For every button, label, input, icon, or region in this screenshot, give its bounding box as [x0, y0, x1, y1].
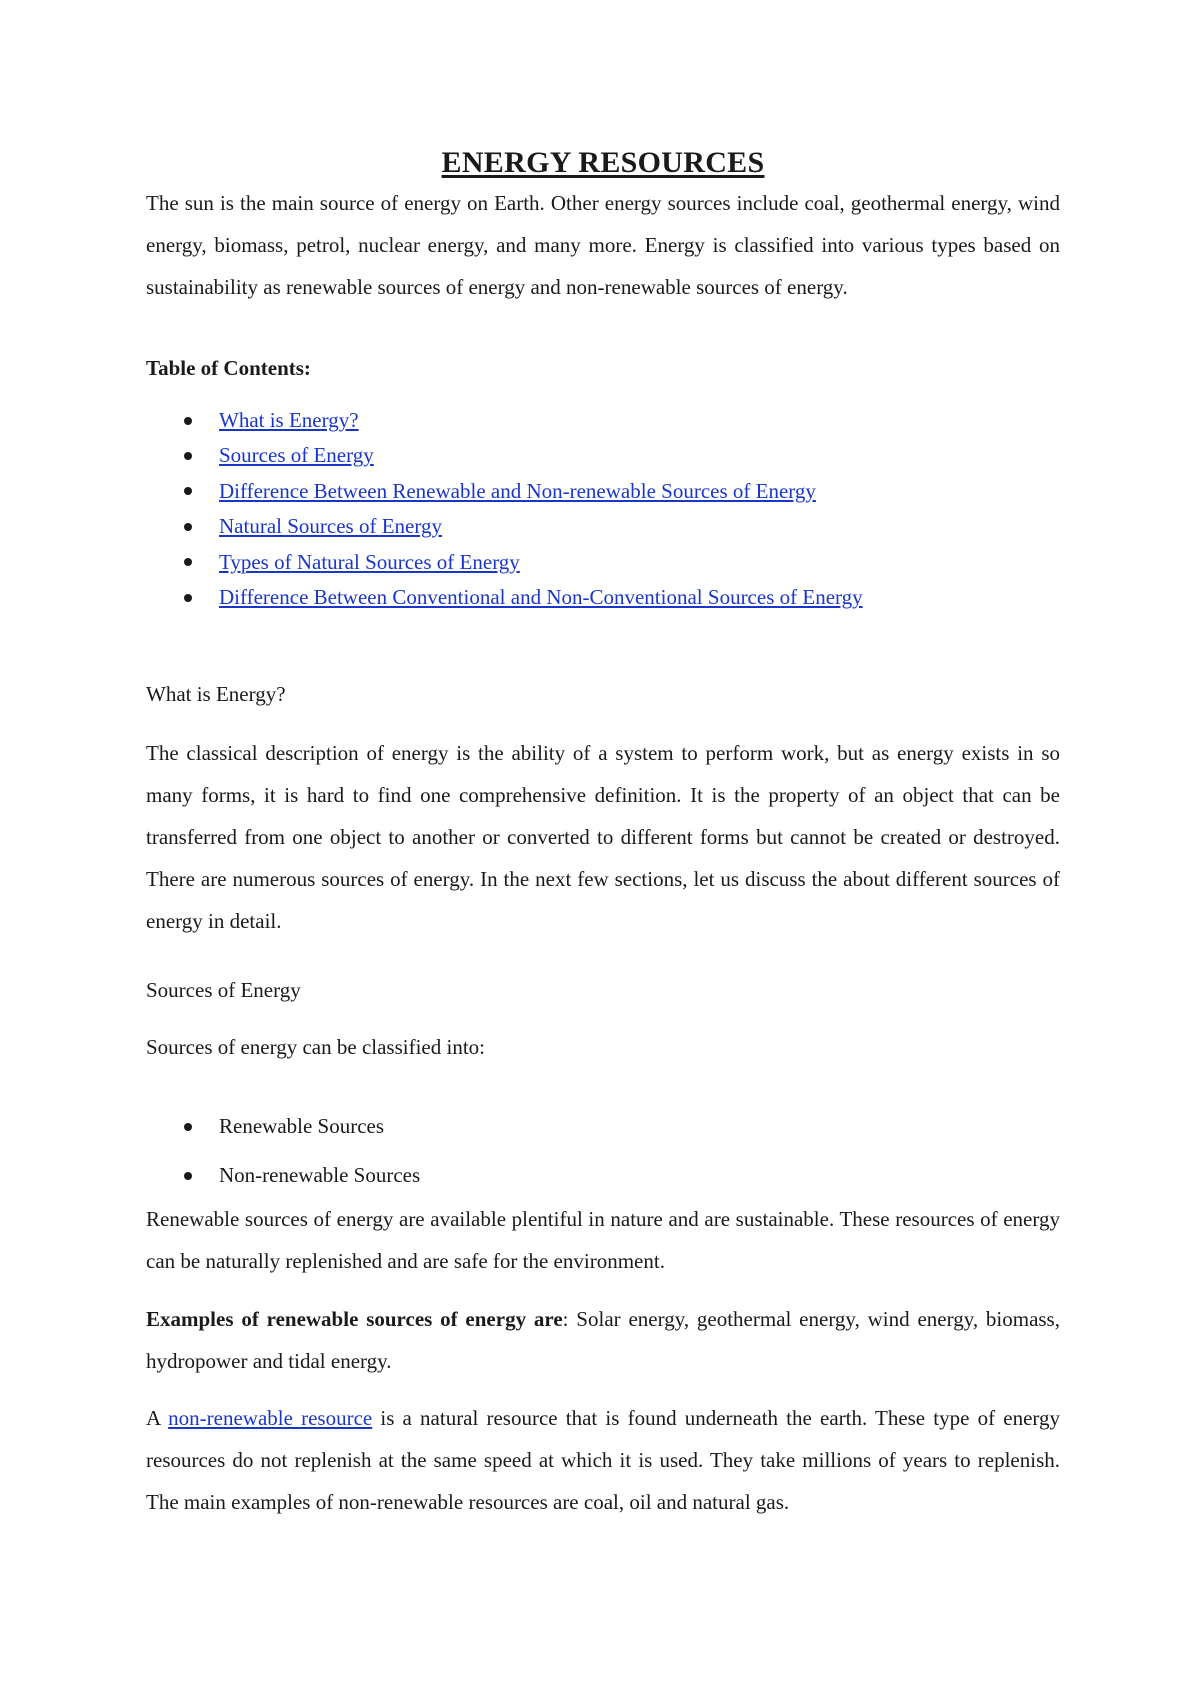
bullet-icon: [184, 417, 192, 425]
examples-paragraph: [146, 1298, 1060, 1382]
toc-link-natural-sources[interactable]: Natural Sources of Energy: [219, 514, 442, 539]
nonrenewable-resource-link[interactable]: non-renewable resource: [168, 1406, 373, 1430]
list-item-text: Renewable Sources: [219, 1114, 385, 1138]
examples-label: Examples of renewable sources of energy are: [146, 1307, 563, 1331]
nonrenewable-prefix: A: [146, 1406, 169, 1430]
nonrenewable-text: is a natural resource that is found underneath the earth. These type of energy resources do not replenish at the same speed at which it is used. They take millions of years to replenish. The main examples of non-renewable resources are coal, oil and natural gas.: [146, 1406, 1061, 1514]
toc-link-what-is-energy[interactable]: What is Energy?: [219, 408, 359, 432]
toc-link-types-of-natural-sources[interactable]: Types of Natural Sources of Energy: [219, 549, 520, 574]
sources-intro-text: Sources of energy can be classified into:: [146, 1035, 486, 1059]
toc-item: [146, 580, 863, 615]
renewable-paragraph: Renewable sources of energy are available plentiful in nature and are sustainable. These resources of energy can be naturally replenished and are safe for the environment.: [146, 1207, 1060, 1273]
bullet-icon: [184, 523, 192, 531]
list-item: [146, 1102, 420, 1151]
table-of-contents: [146, 403, 863, 615]
nonrenewable-paragraph: [146, 1397, 1060, 1523]
bullet-icon: [184, 594, 192, 602]
toc-item: [146, 545, 863, 580]
toc-item: [146, 438, 863, 473]
toc-item: [146, 474, 863, 509]
bullet-icon: [184, 487, 192, 495]
toc-item: [146, 509, 863, 544]
section-heading-what-is-energy: What is Energy?: [146, 682, 286, 706]
what-is-energy-paragraph: The classical description of energy is the ability of a system to perform work, but as energy exists in so many forms, it is hard to find one comprehensive definition. It is the property of an object that can be transferred from one object to another or converted to different forms but cannot be created or destroyed. There are numerous sources of energy. In the next few sections, let us discuss the about different sources of energy in detail.: [146, 741, 1060, 933]
list-item: [146, 1151, 420, 1200]
bullet-icon: [184, 558, 192, 566]
bullet-icon: [184, 1172, 192, 1180]
toc-link-sources-of-energy[interactable]: Sources of Energy: [219, 443, 374, 468]
source-types-list: [146, 1102, 420, 1200]
intro-paragraph: The sun is the main source of energy on Earth. Other energy sources include coal, geothermal energy, wind energy, biomass, petrol, nuclear energy, and many more. Energy is classified into various types based on sustainability as renewable sources of energy and non-renewable sources of energy.: [146, 191, 1060, 299]
page-title: ENERGY RESOURCES: [441, 146, 765, 179]
toc-item: [146, 403, 863, 438]
list-item-text: Non-renewable Sources: [219, 1163, 421, 1187]
toc-heading: Table of Contents:: [146, 356, 311, 380]
toc-link-conventional-vs-nonconventional[interactable]: Difference Between Conventional and Non-Conventional Sources of Energy: [219, 584, 863, 609]
section-heading-sources-of-energy: Sources of Energy: [146, 978, 301, 1002]
examples-text: : Solar energy, geothermal energy, wind energy, biomass, hydropower and tidal energy.: [146, 1307, 1060, 1373]
bullet-icon: [184, 452, 192, 460]
toc-link-renewable-vs-nonrenewable[interactable]: Difference Between Renewable and Non-renewable Sources of Energy: [219, 478, 816, 503]
bullet-icon: [184, 1123, 192, 1131]
